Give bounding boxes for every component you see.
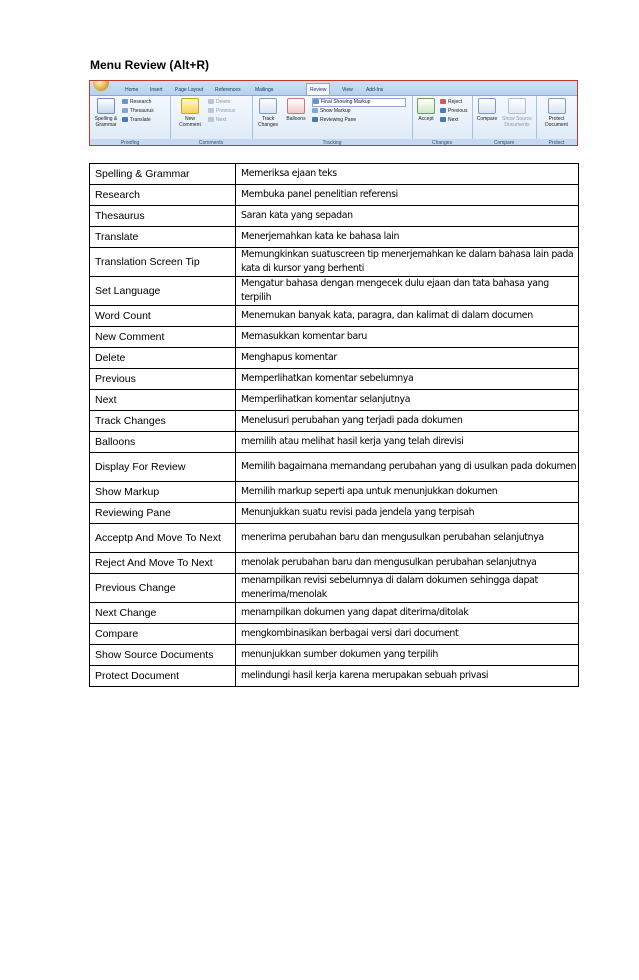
show-source-documents-button: [500, 98, 534, 128]
proofing-group-label: Proofing: [90, 139, 170, 146]
table-row: [90, 603, 579, 624]
tab-insert: Insert: [150, 87, 163, 93]
table-row: [90, 524, 579, 553]
translate-label: Translate: [130, 117, 151, 123]
command-description-cell: Memilih markup seperti apa untuk menunjukkan dokumen: [236, 482, 579, 503]
command-name-cell: Word Count: [90, 306, 236, 327]
balloons-icon: [287, 98, 305, 114]
comments-group-label: Comments: [170, 139, 252, 146]
tab-view: View: [342, 87, 353, 93]
command-description-cell: Memungkinkan suatuscreen tip menerjemahkan ke dalam bahasa lain pada kata di kursor yang berhenti: [236, 248, 579, 277]
show-markup-icon: [312, 108, 318, 113]
table-row: [90, 574, 579, 603]
next-icon: [208, 117, 214, 122]
spelling-label: Spelling &: [94, 116, 118, 122]
delete-label: Delete: [216, 99, 231, 105]
table-row: [90, 248, 579, 277]
compare-label: Compare: [476, 116, 498, 122]
table-body: [90, 164, 579, 687]
new-label: New: [184, 116, 195, 122]
command-name-cell: Balloons: [90, 432, 236, 453]
next-change-button: [440, 117, 458, 123]
table-row: [90, 348, 579, 369]
table-row: [90, 453, 579, 482]
protect-label: Protect: [548, 116, 565, 122]
new-comment-icon: [181, 98, 199, 114]
command-description-cell: Membuka panel penelitian referensi: [236, 185, 579, 206]
command-name-cell: Compare: [90, 624, 236, 645]
command-description-cell: mengkombinasikan berbagai versi dari document: [236, 624, 579, 645]
balloons-button: [283, 98, 309, 122]
command-name-cell: Track Changes: [90, 411, 236, 432]
show-markup-label: Show Markup: [320, 108, 351, 114]
reviewing-pane-icon: [312, 117, 318, 122]
protect-document-icon: [548, 98, 566, 114]
next-change-label: Next: [448, 117, 459, 123]
command-name-cell: Acceptp And Move To Next: [90, 524, 236, 553]
tab-references: References: [215, 87, 241, 93]
new-comment-button: [176, 98, 204, 128]
command-name-cell: Next Change: [90, 603, 236, 624]
command-description-cell: Menemukan banyak kata, paragra, dan kalimat di dalam documen: [236, 306, 579, 327]
tracking-group-label: Tracking: [252, 139, 412, 146]
table-row: [90, 164, 579, 185]
balloons-label: Balloons: [286, 116, 306, 122]
command-name-cell: Research: [90, 185, 236, 206]
previous-label: Previous: [216, 108, 236, 114]
accept-button: [414, 98, 438, 122]
thesaurus-button: [122, 108, 154, 114]
thesaurus-icon: [122, 108, 128, 113]
document-label: Document: [545, 122, 568, 128]
changes-group: [412, 96, 473, 146]
protect-document-button: [540, 98, 573, 128]
track-changes-icon: [259, 98, 277, 114]
ribbon-tab-bar: [90, 81, 577, 95]
command-description-cell: menampilkan dokumen yang dapat diterima/ditolak: [236, 603, 579, 624]
reject-label: Reject: [448, 99, 463, 105]
previous-comment-button: [208, 108, 235, 114]
command-description-cell: menolak perubahan baru dan mengusulkan perubahan selanjutnya: [236, 553, 579, 574]
command-name-cell: Display For Review: [90, 453, 236, 482]
table-row: [90, 227, 579, 248]
command-description-cell: Memperlihatkan komentar sebelumnya: [236, 369, 579, 390]
command-name-cell: Show Markup: [90, 482, 236, 503]
table-row: [90, 390, 579, 411]
grammar-label: Grammar: [95, 122, 117, 128]
command-name-cell: Show Source Documents: [90, 645, 236, 666]
command-description-cell: Memeriksa ejaan teks: [236, 164, 579, 185]
compare-icon: [478, 98, 496, 114]
show-source-icon: [508, 98, 526, 114]
command-description-cell: Saran kata yang sepadan: [236, 206, 579, 227]
reviewing-pane-label: Reviewing Pane: [320, 117, 357, 123]
proofing-group: [90, 96, 171, 146]
office-button-icon: [93, 80, 109, 91]
show-markup-button: [312, 108, 351, 114]
command-name-cell: Protect Document: [90, 666, 236, 687]
comments-group: [170, 96, 253, 146]
table-row: [90, 645, 579, 666]
command-name-cell: Thesaurus: [90, 206, 236, 227]
command-description-cell: Memasukkan komentar baru: [236, 327, 579, 348]
translate-button: [122, 117, 151, 123]
command-description-cell: Memperlihatkan komentar selanjutnya: [236, 390, 579, 411]
command-description-cell: Menghapus komentar: [236, 348, 579, 369]
command-description-cell: menunjukkan sumber dokumen yang terpilih: [236, 645, 579, 666]
command-description-cell: Mengatur bahasa dengan mengecek dulu ejaan dan tata bahasa yang terpilih: [236, 277, 579, 306]
ribbon-body: [90, 95, 577, 146]
command-name-cell: New Comment: [90, 327, 236, 348]
previous-change-icon: [440, 108, 446, 113]
command-description-cell: Menelusuri perubahan yang terjadi pada dokumen: [236, 411, 579, 432]
table-row: [90, 185, 579, 206]
command-name-cell: Reject And Move To Next: [90, 553, 236, 574]
table-row: [90, 553, 579, 574]
tab-add-ins: Add-Ins: [366, 87, 384, 93]
reject-button: [440, 99, 462, 105]
review-ribbon-screenshot: [89, 80, 578, 146]
command-name-cell: Translate: [90, 227, 236, 248]
research-button: [122, 99, 151, 105]
comment-label: Comment: [179, 122, 201, 128]
table-row: [90, 432, 579, 453]
table-row: [90, 624, 579, 645]
tab-home: Home: [125, 87, 139, 93]
reviewing-pane-button: [312, 117, 356, 123]
final-markup-label: Final Showing Markup: [321, 99, 371, 105]
tracking-group: [252, 96, 413, 146]
command-name-cell: Previous: [90, 369, 236, 390]
delete-comment-button: [208, 99, 230, 105]
table-row: [90, 503, 579, 524]
command-name-cell: Translation Screen Tip: [90, 248, 236, 277]
compare-button: [474, 98, 500, 122]
table-row: [90, 411, 579, 432]
table-row: [90, 369, 579, 390]
command-name-cell: Next: [90, 390, 236, 411]
track-label: Track: [261, 116, 275, 122]
next-label: Next: [216, 117, 227, 123]
protect-group-label: Protect: [536, 139, 577, 146]
accept-icon: [417, 98, 435, 114]
compare-group-label: Compare: [472, 139, 536, 146]
command-name-cell: Reviewing Pane: [90, 503, 236, 524]
table-row: [90, 482, 579, 503]
compare-group: [472, 96, 537, 146]
command-description-cell: Menerjemahkan kata ke bahasa lain: [236, 227, 579, 248]
command-name-cell: Delete: [90, 348, 236, 369]
accept-label: Accept: [418, 116, 434, 122]
command-description-cell: menampilkan revisi sebelumnya di dalam dokumen sehingga dapat menerima/menolak: [236, 574, 579, 603]
command-description-cell: Memilih bagaimana memandang perubahan yang di usulkan pada dokumen: [236, 453, 579, 482]
documents-label: Documents: [504, 122, 530, 128]
next-change-icon: [440, 117, 446, 122]
abc-check-icon: [97, 98, 115, 114]
delete-icon: [208, 99, 214, 104]
previous-icon: [208, 108, 214, 113]
table-row: [90, 206, 579, 227]
changes-label: Changes: [257, 122, 278, 128]
track-changes-button: [254, 98, 282, 128]
table-row: [90, 666, 579, 687]
research-label: Research: [130, 99, 152, 105]
tab-page-layout: Page Layout: [175, 87, 204, 93]
command-description-cell: memilih atau melihat hasil kerja yang telah direvisi: [236, 432, 579, 453]
command-description-cell: Menunjukkan suatu revisi pada jendela yang terpisah: [236, 503, 579, 524]
tab-mailings: Mailings: [255, 87, 274, 93]
changes-group-label: Changes: [412, 139, 472, 146]
research-icon: [122, 99, 128, 104]
next-comment-button: [208, 117, 226, 123]
display-for-review-dropdown: [312, 98, 406, 107]
show-source-label: Show Source: [502, 116, 532, 122]
previous-change-button: [440, 108, 467, 114]
command-name-cell: Previous Change: [90, 574, 236, 603]
spelling-grammar-button: [93, 98, 119, 128]
table-row: [90, 327, 579, 348]
command-description-cell: menerima perubahan baru dan mengusulkan perubahan selanjutnya: [236, 524, 579, 553]
command-name-cell: Set Language: [90, 277, 236, 306]
previous-change-label: Previous: [448, 108, 468, 114]
table-row: [90, 306, 579, 327]
reject-icon: [440, 99, 446, 104]
command-description-cell: melindungi hasil kerja karena merupakan sebuah privasi: [236, 666, 579, 687]
thesaurus-label: Thesaurus: [130, 108, 154, 114]
table-row: [90, 277, 579, 306]
display-icon: [313, 99, 319, 104]
command-name-cell: Spelling & Grammar: [90, 164, 236, 185]
translate-icon: [122, 117, 128, 122]
page-heading: Menu Review (Alt+R): [90, 58, 210, 72]
protect-group: [536, 96, 577, 146]
review-commands-table: [89, 163, 579, 687]
tab-review: Review: [306, 83, 330, 96]
